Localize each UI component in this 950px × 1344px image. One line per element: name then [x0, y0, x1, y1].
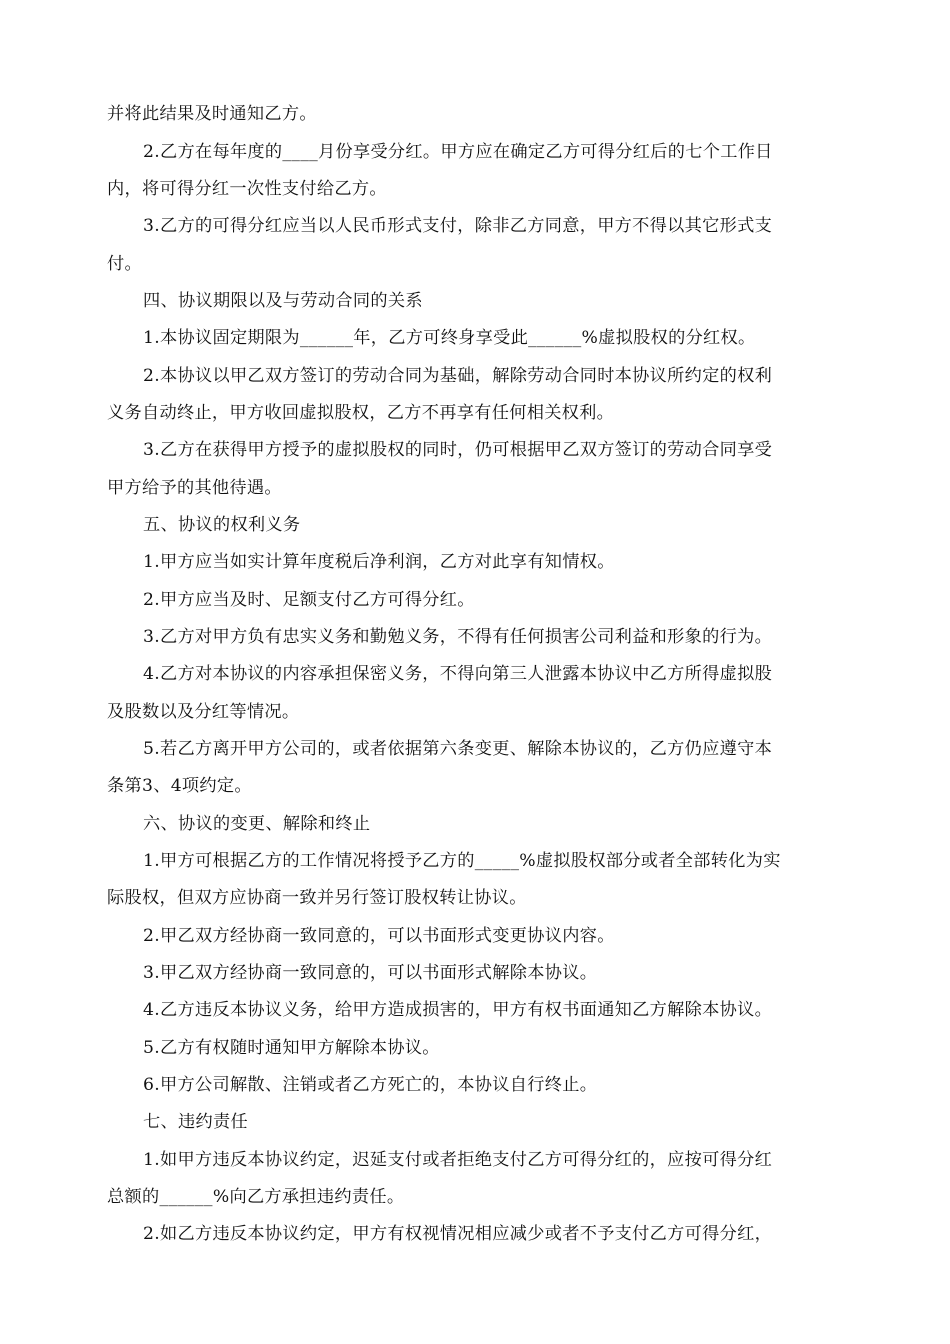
section-4-clause-3-line-2: 甲方给予的其他待遇。	[107, 478, 282, 498]
section-heading-7: 七、违约责任	[143, 1112, 248, 1132]
section-5-clause-2: 2.甲方应当及时、足额支付乙方可得分红。	[143, 590, 475, 610]
section-6-clause-1-line-2: 际股权，但双方应协商一致并另行签订股权转让协议。	[107, 888, 527, 908]
clause-2-line-2: 内，将可得分红一次性支付给乙方。	[107, 179, 387, 199]
section-6-clause-2: 2.甲乙双方经协商一致同意的，可以书面形式变更协议内容。	[143, 926, 615, 946]
section-7-clause-2-line-1: 2.如乙方违反本协议约定，甲方有权视情况相应减少或者不予支付乙方可得分红，	[143, 1224, 773, 1244]
section-4-clause-2-line-1: 2.本协议以甲乙双方签订的劳动合同为基础，解除劳动合同时本协议所约定的权利	[143, 366, 773, 386]
section-6-clause-4: 4.乙方违反本协议义务，给甲方造成损害的，甲方有权书面通知乙方解除本协议。	[143, 1000, 773, 1020]
section-heading-5: 五、协议的权利义务	[143, 515, 301, 535]
section-4-clause-1: 1.本协议固定期限为______年，乙方可终身享受此______%虚拟股权的分红权。	[143, 328, 756, 348]
section-5-clause-4-line-1: 4.乙方对本协议的内容承担保密义务，不得向第三人泄露本协议中乙方所得虚拟股	[143, 664, 773, 684]
section-heading-6: 六、协议的变更、解除和终止	[143, 814, 371, 834]
section-4-clause-2-line-2: 义务自动终止，甲方收回虚拟股权，乙方不再享有任何相关权利。	[107, 403, 615, 423]
section-5-clause-5-line-2: 条第3、4项约定。	[107, 776, 252, 796]
section-7-clause-1-line-2: 总额的______%向乙方承担违约责任。	[107, 1187, 405, 1207]
section-5-clause-4-line-2: 及股数以及分红等情况。	[107, 702, 300, 722]
section-6-clause-6: 6.甲方公司解散、注销或者乙方死亡的，本协议自行终止。	[143, 1075, 598, 1095]
section-5-clause-3: 3.乙方对甲方负有忠实义务和勤勉义务，不得有任何损害公司利益和形象的行为。	[143, 627, 773, 647]
clause-3-line-2: 付。	[107, 254, 142, 274]
section-6-clause-5: 5.乙方有权随时通知甲方解除本协议。	[143, 1038, 440, 1058]
section-6-clause-1-line-1: 1.甲方可根据乙方的工作情况将授予乙方的_____%虚拟股权部分或者全部转化为实	[143, 851, 781, 871]
section-5-clause-5-line-1: 5.若乙方离开甲方公司的，或者依据第六条变更、解除本协议的，乙方仍应遵守本	[143, 739, 773, 759]
section-6-clause-3: 3.甲乙双方经协商一致同意的，可以书面形式解除本协议。	[143, 963, 598, 983]
paragraph-line: 并将此结果及时通知乙方。	[107, 104, 317, 124]
clause-3-line-1: 3.乙方的可得分红应当以人民币形式支付，除非乙方同意，甲方不得以其它形式支	[143, 216, 773, 236]
section-4-clause-3-line-1: 3.乙方在获得甲方授予的虚拟股权的同时，仍可根据甲乙双方签订的劳动合同享受	[143, 440, 773, 460]
clause-2-line-1: 2.乙方在每年度的____月份享受分红。甲方应在确定乙方可得分红后的七个工作日	[143, 142, 773, 162]
section-5-clause-1: 1.甲方应当如实计算年度税后净利润，乙方对此享有知情权。	[143, 552, 615, 572]
section-7-clause-1-line-1: 1.如甲方违反本协议约定，迟延支付或者拒绝支付乙方可得分红的，应按可得分红	[143, 1150, 773, 1170]
section-heading-4: 四、协议期限以及与劳动合同的关系	[143, 291, 423, 311]
